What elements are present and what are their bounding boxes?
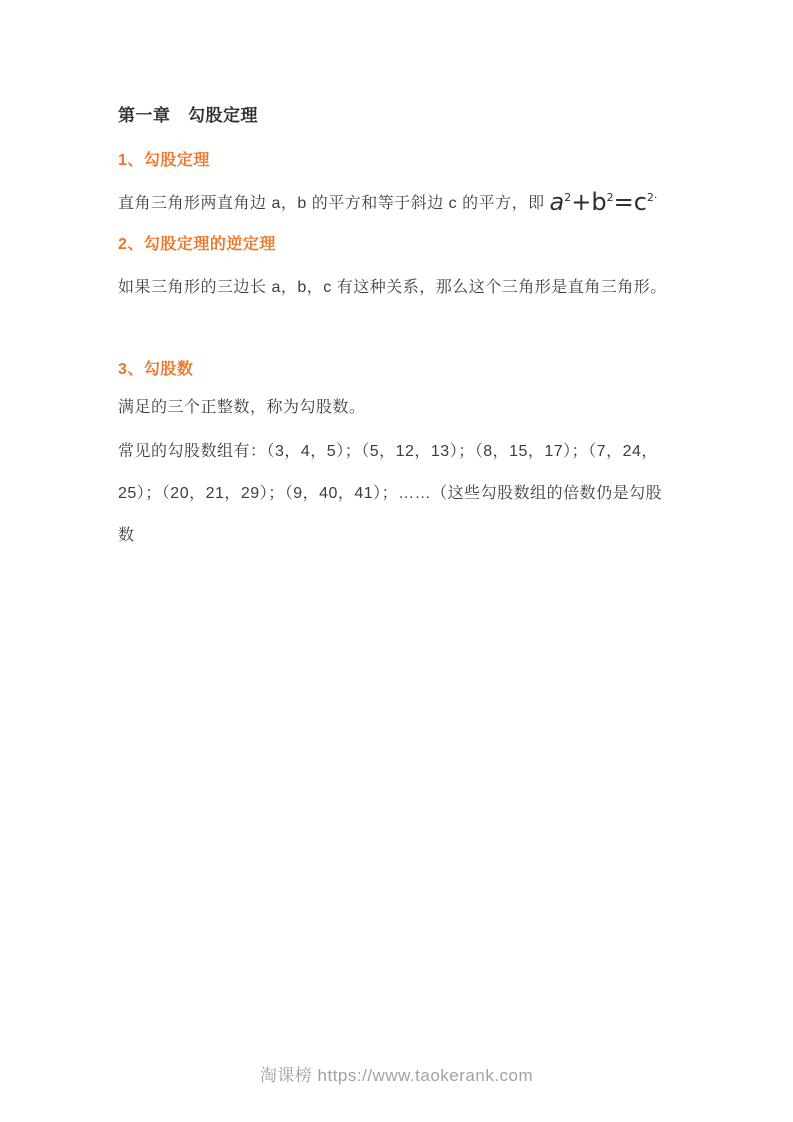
section-2-heading: 2、勾股定理的逆定理: [118, 236, 276, 253]
formula-period: ·: [653, 191, 658, 204]
formula-plus: +: [571, 188, 592, 216]
chapter-title: 第一章 勾股定理: [118, 106, 258, 125]
pythagorean-formula: [550, 188, 658, 216]
examples-line-2: 25）；（20，21，29）；（9，40，41）；……（这些勾股数组的倍数仍是勾股: [118, 485, 663, 502]
section-1-body: [118, 188, 658, 216]
formula-sup-c: 2: [646, 191, 654, 204]
formula-sup-b: 2: [606, 191, 614, 204]
formula-sup-a: 2: [564, 191, 572, 204]
formula-var-a: a: [549, 188, 565, 216]
examples-line-3: 数: [118, 527, 135, 544]
examples-line-1: 常见的勾股数组有：（3，4，5）；（5，12，13）；（8，15，17）；（7，24，: [118, 443, 658, 460]
section-3-body-definition: 满足的三个正整数，称为勾股数。: [118, 399, 366, 416]
section-1-heading: 1、勾股定理: [118, 152, 210, 169]
section-2-body: 如果三角形的三边长 a，b，c 有这种关系，那么这个三角形是直角三角形。: [118, 279, 667, 296]
formula-var-c: c: [633, 188, 647, 216]
formula-equals: =: [613, 188, 634, 216]
formula-var-b: b: [591, 188, 607, 216]
footer-watermark: 淘课榜 https://www.taokerank.com: [259, 1066, 534, 1085]
section-3-heading: 3、勾股数: [118, 361, 194, 378]
section-3-body-examples: [118, 431, 683, 557]
section-1-body-text: 直角三角形两直角边 a，b 的平方和等于斜边 c 的平方，即: [118, 195, 550, 212]
